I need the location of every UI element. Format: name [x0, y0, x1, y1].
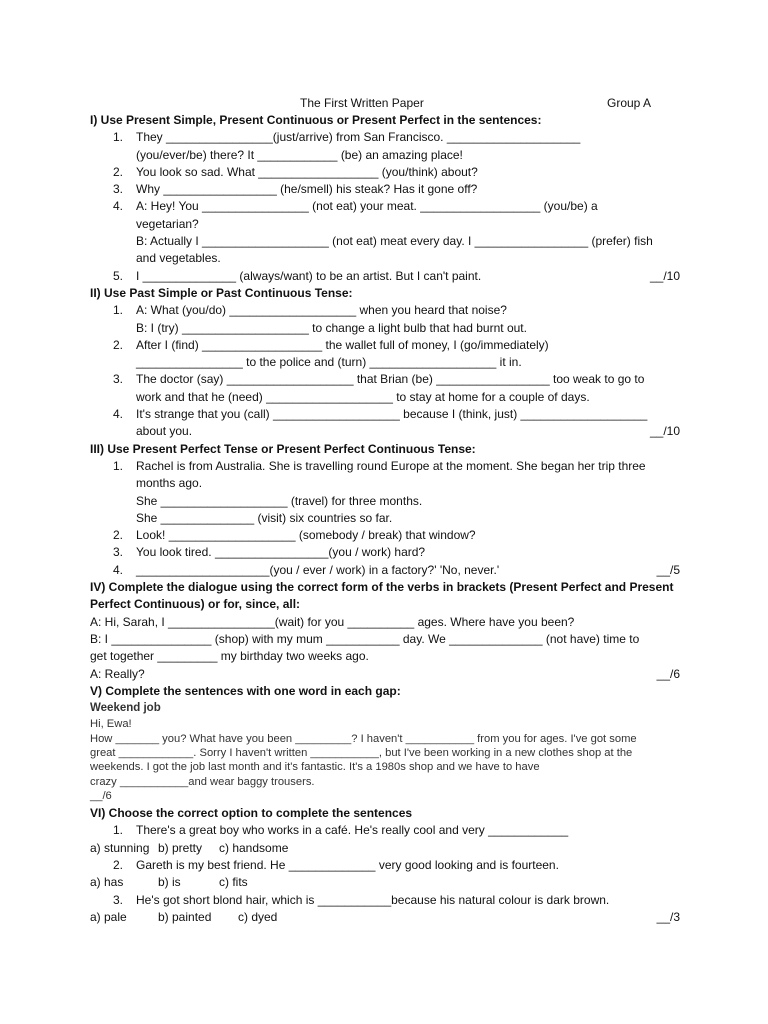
s2-item-3	[90, 371, 680, 406]
section-3-heading: III) Use Present Perfect Tense or Present Perfect Continuous Tense:	[90, 441, 476, 456]
section-4-heading-line-2: Perfect Continuous) or for, since, all:	[90, 597, 301, 612]
s3-item-4	[90, 562, 680, 579]
page-title: The First Written Paper	[300, 96, 424, 110]
s6-options-3	[90, 909, 680, 926]
item-number: 4.	[113, 199, 124, 214]
option-c: c) fits	[219, 875, 248, 890]
item-line: They ________________(just/arrive) from San Francisco. ____________________	[136, 130, 581, 145]
option-b: b) is	[158, 875, 181, 890]
option-a: a) has	[90, 875, 124, 890]
option-b: b) pretty	[158, 840, 203, 855]
item-line: ____________________(you / ever / work) in a factory?' 'No, never.'	[136, 562, 500, 577]
item-number: 1.	[113, 303, 124, 318]
section-1-heading: I) Use Present Simple, Present Continuous or Present Perfect in the sentences:	[90, 113, 542, 127]
item-number: 3.	[113, 372, 124, 387]
s2-item-2	[90, 337, 680, 372]
item-line: Look! ___________________ (somebody / break) that window?	[136, 528, 476, 543]
item-line: It's strange that you (call) ___________________ because I (think, just) ___________________	[136, 407, 648, 422]
worksheet	[90, 95, 680, 926]
item-line: A: Hey! You ________________ (not eat) your meat. __________________ (you/be) a	[136, 199, 598, 214]
item-line: B: Actually I ___________________ (not eat) meat every day. I _________________ (prefer) fish	[136, 234, 653, 249]
item-line: work and that he (need) ___________________ to stay at home for a couple of days.	[136, 389, 590, 404]
s1-item-4	[90, 198, 680, 267]
letter-line: great ____________. Sorry I haven't written ___________, but I've been working in a new clothes shop at the	[90, 746, 633, 759]
dialogue-line: B: I _______________ (shop) with my mum ___________ day. We ______________ (not have) time to	[90, 631, 640, 646]
s1-item-3	[90, 181, 680, 198]
section-4-heading-line-1: IV) Complete the dialogue using the correct form of the verbs in brackets (Present Perfect and Present	[90, 580, 674, 595]
item-line: about you.	[136, 424, 193, 439]
group-label: Group A	[607, 96, 652, 110]
item-line: You look tired. _________________(you / work) hard?	[136, 545, 426, 560]
item-line: and vegetables.	[136, 251, 221, 266]
option-a: a) pale	[90, 909, 127, 924]
s6-options-1	[90, 840, 680, 857]
item-line: The doctor (say) ___________________ that Brian (be) _________________ too weak to go to	[136, 372, 645, 387]
item-number: 2.	[113, 858, 124, 873]
s2-item-4	[90, 406, 680, 441]
item-number: 2.	[113, 164, 124, 179]
item-line: She ___________________ (travel) for three months.	[136, 493, 423, 508]
item-number: 2.	[113, 337, 124, 352]
s3-item-3	[90, 544, 680, 561]
item-number: 2.	[113, 528, 124, 543]
item-number: 4.	[113, 407, 124, 422]
s6-question-3	[90, 892, 680, 909]
letter-subtitle: Weekend job	[90, 702, 161, 715]
s3-item-2	[90, 527, 680, 544]
question-text: Gareth is my best friend. He _____________ very good looking and is fourteen.	[136, 858, 559, 873]
section-6-score: __/3	[656, 909, 680, 924]
question-text: There's a great boy who works in a café. He's really cool and very ____________	[136, 823, 569, 838]
item-number: 1.	[113, 130, 124, 145]
item-number: 3.	[113, 545, 124, 560]
s1-item-2	[90, 164, 680, 181]
dialogue-line: A: Hi, Sarah, I ________________(wait) for you __________ ages. Where have you been?	[90, 614, 575, 629]
letter-line: weekends. I got the job last month and it's fantastic. It's a 1980s shop and we have to have	[90, 761, 540, 774]
title-row	[90, 95, 680, 112]
section-2-score: __/10	[649, 424, 680, 439]
s6-question-2	[90, 857, 680, 874]
item-line: Rachel is from Australia. She is travelling round Europe at the moment. She began her trip three	[136, 458, 646, 473]
dialogue-line: get together _________ my birthday two weeks ago.	[90, 649, 369, 664]
item-number: 5.	[113, 268, 124, 283]
section-4-score: __/6	[656, 666, 680, 681]
section-3-score: __/5	[656, 562, 680, 577]
section-5-heading: V) Complete the sentences with one word in each gap:	[90, 683, 401, 698]
item-line: (you/ever/be) there? It ____________ (be) an amazing place!	[136, 147, 463, 162]
letter-line: crazy ___________and wear baggy trousers.	[90, 775, 315, 788]
item-line: A: What (you/do) ___________________ when you heard that noise?	[136, 303, 507, 318]
option-c: c) dyed	[238, 909, 278, 924]
question-text: He's got short blond hair, which is ___________because his natural colour is dark brown.	[136, 892, 610, 907]
item-number: 1.	[113, 823, 124, 838]
item-line: vegetarian?	[136, 216, 199, 231]
letter-line: How _______ you? What have you been _________? I haven't ___________ from you for ages. I've got some	[90, 732, 637, 745]
s3-item-1	[90, 458, 680, 527]
section-6-heading: VI) Choose the correct option to complete the sentences	[90, 806, 413, 821]
item-line: B: I (try) ___________________ to change a light bulb that had burnt out.	[136, 320, 527, 335]
section-5-score: __/6	[90, 789, 112, 802]
s6-question-1	[90, 822, 680, 839]
option-b: b) painted	[158, 909, 212, 924]
item-number: 3.	[113, 182, 124, 197]
item-line: Why _________________ (he/smell) his steak? Has it gone off?	[136, 182, 478, 197]
item-number: 1.	[113, 458, 124, 473]
dialogue-last-row	[90, 666, 680, 683]
option-a: a) stunning	[90, 840, 150, 855]
s2-item-1	[90, 302, 680, 337]
item-line: You look so sad. What __________________ (you/think) about?	[136, 164, 478, 179]
item-line: She ______________ (visit) six countries so far.	[136, 510, 393, 525]
section-2-heading: II) Use Past Simple or Past Continuous Tense:	[90, 285, 353, 300]
s6-options-2	[90, 874, 680, 891]
item-number: 4.	[113, 562, 124, 577]
item-line: months ago.	[136, 476, 203, 491]
section-1-score: __/10	[649, 268, 680, 283]
s1-item-1	[90, 129, 680, 164]
dialogue-line: A: Really?	[90, 666, 145, 681]
option-c: c) handsome	[219, 840, 289, 855]
item-line: ________________ to the police and (turn) ___________________ it in.	[136, 355, 522, 370]
s1-item-5	[90, 268, 680, 285]
item-line: After I (find) __________________ the wallet full of money, I (go/immediately)	[136, 337, 549, 352]
item-line: I ______________ (always/want) to be an artist. But I can't paint.	[136, 268, 482, 283]
letter-body	[90, 717, 680, 803]
item-number: 3.	[113, 892, 124, 907]
letter-line: Hi, Ewa!	[90, 718, 132, 731]
